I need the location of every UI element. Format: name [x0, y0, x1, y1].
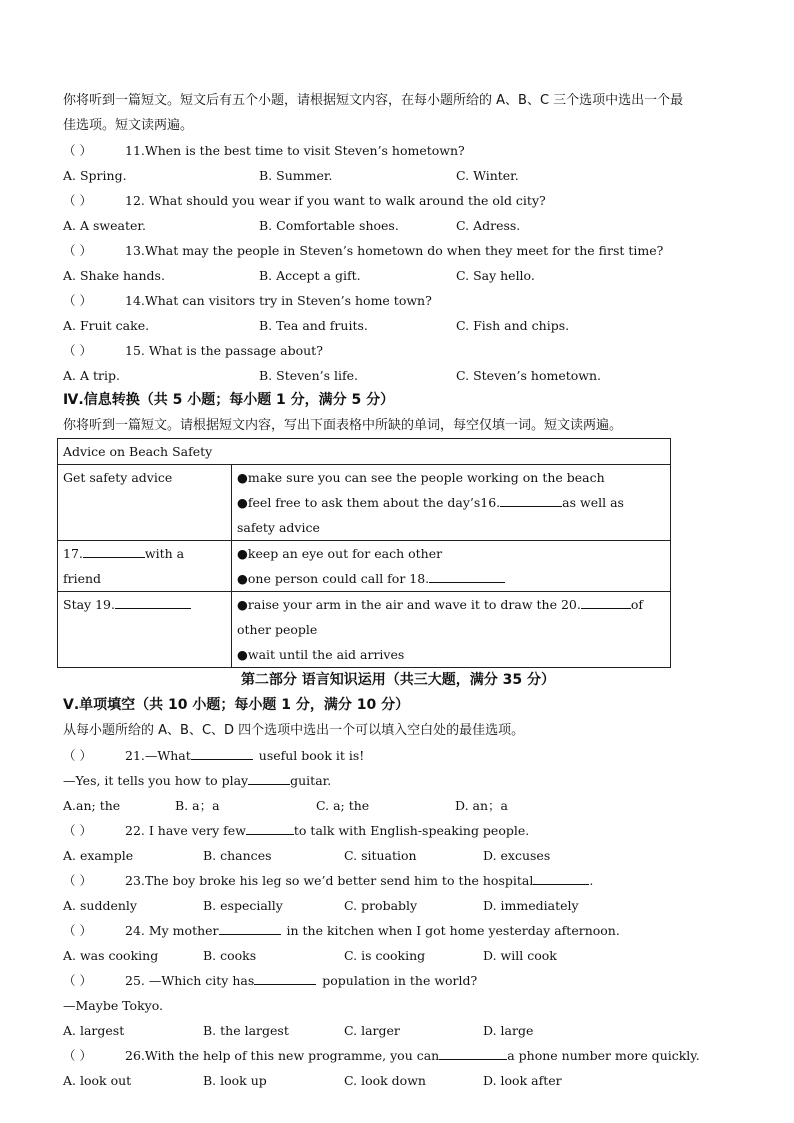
- row-2-bullet-1: ●keep an eye out for each other: [237, 546, 443, 561]
- option-b[interactable]: B. especially: [203, 898, 283, 913]
- option-a[interactable]: A. example: [63, 848, 134, 863]
- answer-paren[interactable]: （ ）: [63, 143, 92, 158]
- instruction-line-2: 佳选项。短文读两遍。: [63, 118, 194, 133]
- options-26: [63, 1068, 733, 1093]
- option-c[interactable]: C. situation: [344, 848, 417, 863]
- option-b[interactable]: B. look up: [203, 1073, 267, 1088]
- answer-paren[interactable]: （ ）: [63, 1048, 92, 1063]
- options-14: [63, 313, 733, 338]
- question-23: （ ） 23.The boy broke his leg so we’d better send him to the hospital .: [63, 868, 733, 893]
- option-a[interactable]: A. A sweater.: [63, 218, 146, 233]
- question-26: （ ） 26.With the help of this new programme, you can a phone number more quickly.: [63, 1043, 733, 1068]
- row-1-label: Get safety advice: [58, 465, 232, 541]
- question-stem: 12. What should you wear if you want to walk around the old city?: [125, 193, 546, 208]
- question-15: [63, 338, 733, 363]
- option-b[interactable]: B. cooks: [203, 948, 257, 963]
- option-c[interactable]: C. is cooking: [344, 948, 426, 963]
- option-c[interactable]: C. probably: [344, 898, 418, 913]
- option-d[interactable]: D. will cook: [483, 948, 557, 963]
- option-c[interactable]: C. Fish and chips.: [456, 318, 570, 333]
- option-a[interactable]: A. was cooking: [63, 948, 159, 963]
- blank[interactable]: [254, 970, 316, 985]
- part-2-title: 第二部分 语言知识运用（共三大题，满分 35 分）: [240, 672, 556, 688]
- blank-17[interactable]: [83, 543, 145, 558]
- row-3-bullet-1: ●raise your arm in the air and wave it to draw the 20. of other people: [237, 592, 665, 642]
- row-3-label: Stay 19.: [58, 592, 232, 668]
- options-25: [63, 1018, 733, 1043]
- answer-paren[interactable]: （ ）: [63, 873, 92, 888]
- option-b[interactable]: B. Tea and fruits.: [259, 318, 368, 333]
- exam-page: [63, 88, 733, 1093]
- options-21: [63, 793, 733, 818]
- answer-paren[interactable]: （ ）: [63, 823, 92, 838]
- answer-paren[interactable]: （ ）: [63, 973, 92, 988]
- question-24: （ ） 24. My mother in the kitchen when I got home yesterday afternoon.: [63, 918, 733, 943]
- blank[interactable]: [248, 770, 290, 785]
- options-24: [63, 943, 733, 968]
- blank-20[interactable]: [581, 594, 631, 609]
- question-22: （ ） 22. I have very few to talk with English-speaking people.: [63, 818, 733, 843]
- question-14: [63, 288, 733, 313]
- section-5-title: Ⅴ.单项填空（共 10 小题；每小题 1 分，满分 10 分）: [63, 697, 410, 713]
- question-12: [63, 188, 733, 213]
- blank[interactable]: [439, 1045, 507, 1060]
- blank[interactable]: [219, 920, 281, 935]
- option-c[interactable]: C. look down: [344, 1073, 426, 1088]
- row-2-label: 17. with a friend: [58, 541, 232, 592]
- option-d[interactable]: D. immediately: [483, 898, 579, 913]
- options-23: [63, 893, 733, 918]
- answer-paren[interactable]: （ ）: [63, 923, 92, 938]
- options-15: [63, 363, 733, 388]
- option-d[interactable]: D. large: [483, 1023, 534, 1038]
- blank-16[interactable]: [500, 492, 562, 507]
- instruction-line-1: 你将听到一篇短文。短文后有五个小题，请根据短文内容，在每小题所给的 A、B、C 三个选项中选出一个最: [63, 93, 684, 108]
- blank[interactable]: [533, 870, 589, 885]
- option-c[interactable]: C. Say hello.: [456, 268, 535, 283]
- row-1-bullet-2: ●feel free to ask them about the day’s16. as well as safety advice: [237, 490, 665, 540]
- options-22: [63, 843, 733, 868]
- option-a[interactable]: A. suddenly: [63, 898, 137, 913]
- options-13: [63, 263, 733, 288]
- section-4-title: Ⅳ.信息转换（共 5 小题；每小题 1 分，满分 5 分）: [63, 392, 395, 408]
- advice-table: [57, 438, 671, 668]
- blank-18[interactable]: [429, 568, 505, 583]
- option-a[interactable]: A. Spring.: [63, 168, 127, 183]
- question-11: [63, 138, 733, 163]
- table-header: Advice on Beach Safety: [58, 439, 671, 465]
- section-5-instruction: 从每小题所给的 A、B、C、D 四个选项中选出一个可以填入空白处的最佳选项。: [63, 723, 525, 738]
- answer-paren[interactable]: （ ）: [63, 193, 92, 208]
- answer-paren[interactable]: （ ）: [63, 343, 92, 358]
- option-a[interactable]: A. look out: [63, 1073, 132, 1088]
- option-d[interactable]: D. excuses: [483, 848, 551, 863]
- row-3-bullet-2: ●wait until the aid arrives: [237, 647, 405, 662]
- option-b[interactable]: B. Steven’s life.: [259, 368, 358, 383]
- option-b[interactable]: B. a；a: [175, 798, 220, 813]
- row-3-content: [232, 592, 671, 668]
- question-13: [63, 238, 733, 263]
- option-a[interactable]: A. Fruit cake.: [63, 318, 150, 333]
- listening-instruction: [63, 88, 733, 138]
- options-11: [63, 163, 733, 188]
- blank-19[interactable]: [115, 594, 191, 609]
- option-c[interactable]: C. Winter.: [456, 168, 519, 183]
- question-stem: 14.What can visitors try in Steven’s home town?: [125, 293, 432, 308]
- question-25: （ ） 25. —Which city has population in the world?: [63, 968, 733, 993]
- option-a[interactable]: A.an; the: [63, 798, 121, 813]
- option-c[interactable]: C. Adress.: [456, 218, 521, 233]
- answer-paren[interactable]: （ ）: [63, 293, 92, 308]
- answer-paren[interactable]: （ ）: [63, 243, 92, 258]
- option-a[interactable]: A. largest: [63, 1023, 125, 1038]
- option-a[interactable]: A. Shake hands.: [63, 268, 165, 283]
- option-b[interactable]: B. the largest: [203, 1023, 289, 1038]
- option-b[interactable]: B. chances: [203, 848, 272, 863]
- option-c[interactable]: C. a; the: [316, 798, 370, 813]
- option-d[interactable]: D. an；a: [455, 798, 508, 813]
- question-25-reply: —Maybe Tokyo.: [63, 998, 163, 1013]
- option-c[interactable]: C. Steven’s hometown.: [456, 368, 602, 383]
- option-b[interactable]: B. Accept a gift.: [259, 268, 361, 283]
- option-a[interactable]: A. A trip.: [63, 368, 120, 383]
- row-2-content: [232, 541, 671, 592]
- row-1-content: [232, 465, 671, 541]
- question-stem: 11.When is the best time to visit Steven’s hometown?: [125, 143, 465, 158]
- option-b[interactable]: B. Comfortable shoes.: [259, 218, 399, 233]
- options-12: [63, 213, 733, 238]
- section-4-instruction: 你将听到一篇短文。请根据短文内容，写出下面表格中所缺的单词，每空仅填一词。短文读两遍。: [63, 418, 623, 433]
- option-d[interactable]: D. look after: [483, 1073, 562, 1088]
- answer-paren[interactable]: （ ）: [63, 748, 92, 763]
- blank[interactable]: [191, 745, 253, 760]
- question-stem: 13.What may the people in Steven’s hometown do when they meet for the first time?: [125, 243, 664, 258]
- question-stem: 15. What is the passage about?: [125, 343, 323, 358]
- question-21-reply: —Yes, it tells you how to play guitar.: [63, 768, 733, 793]
- option-b[interactable]: B. Summer.: [259, 168, 333, 183]
- row-2-bullet-2: ●one person could call for 18.: [237, 566, 665, 591]
- option-c[interactable]: C. larger: [344, 1023, 400, 1038]
- question-21: （ ） 21.—What useful book it is!: [63, 743, 733, 768]
- row-1-bullet-1: ●make sure you can see the people working on the beach: [237, 470, 605, 485]
- blank[interactable]: [246, 820, 294, 835]
